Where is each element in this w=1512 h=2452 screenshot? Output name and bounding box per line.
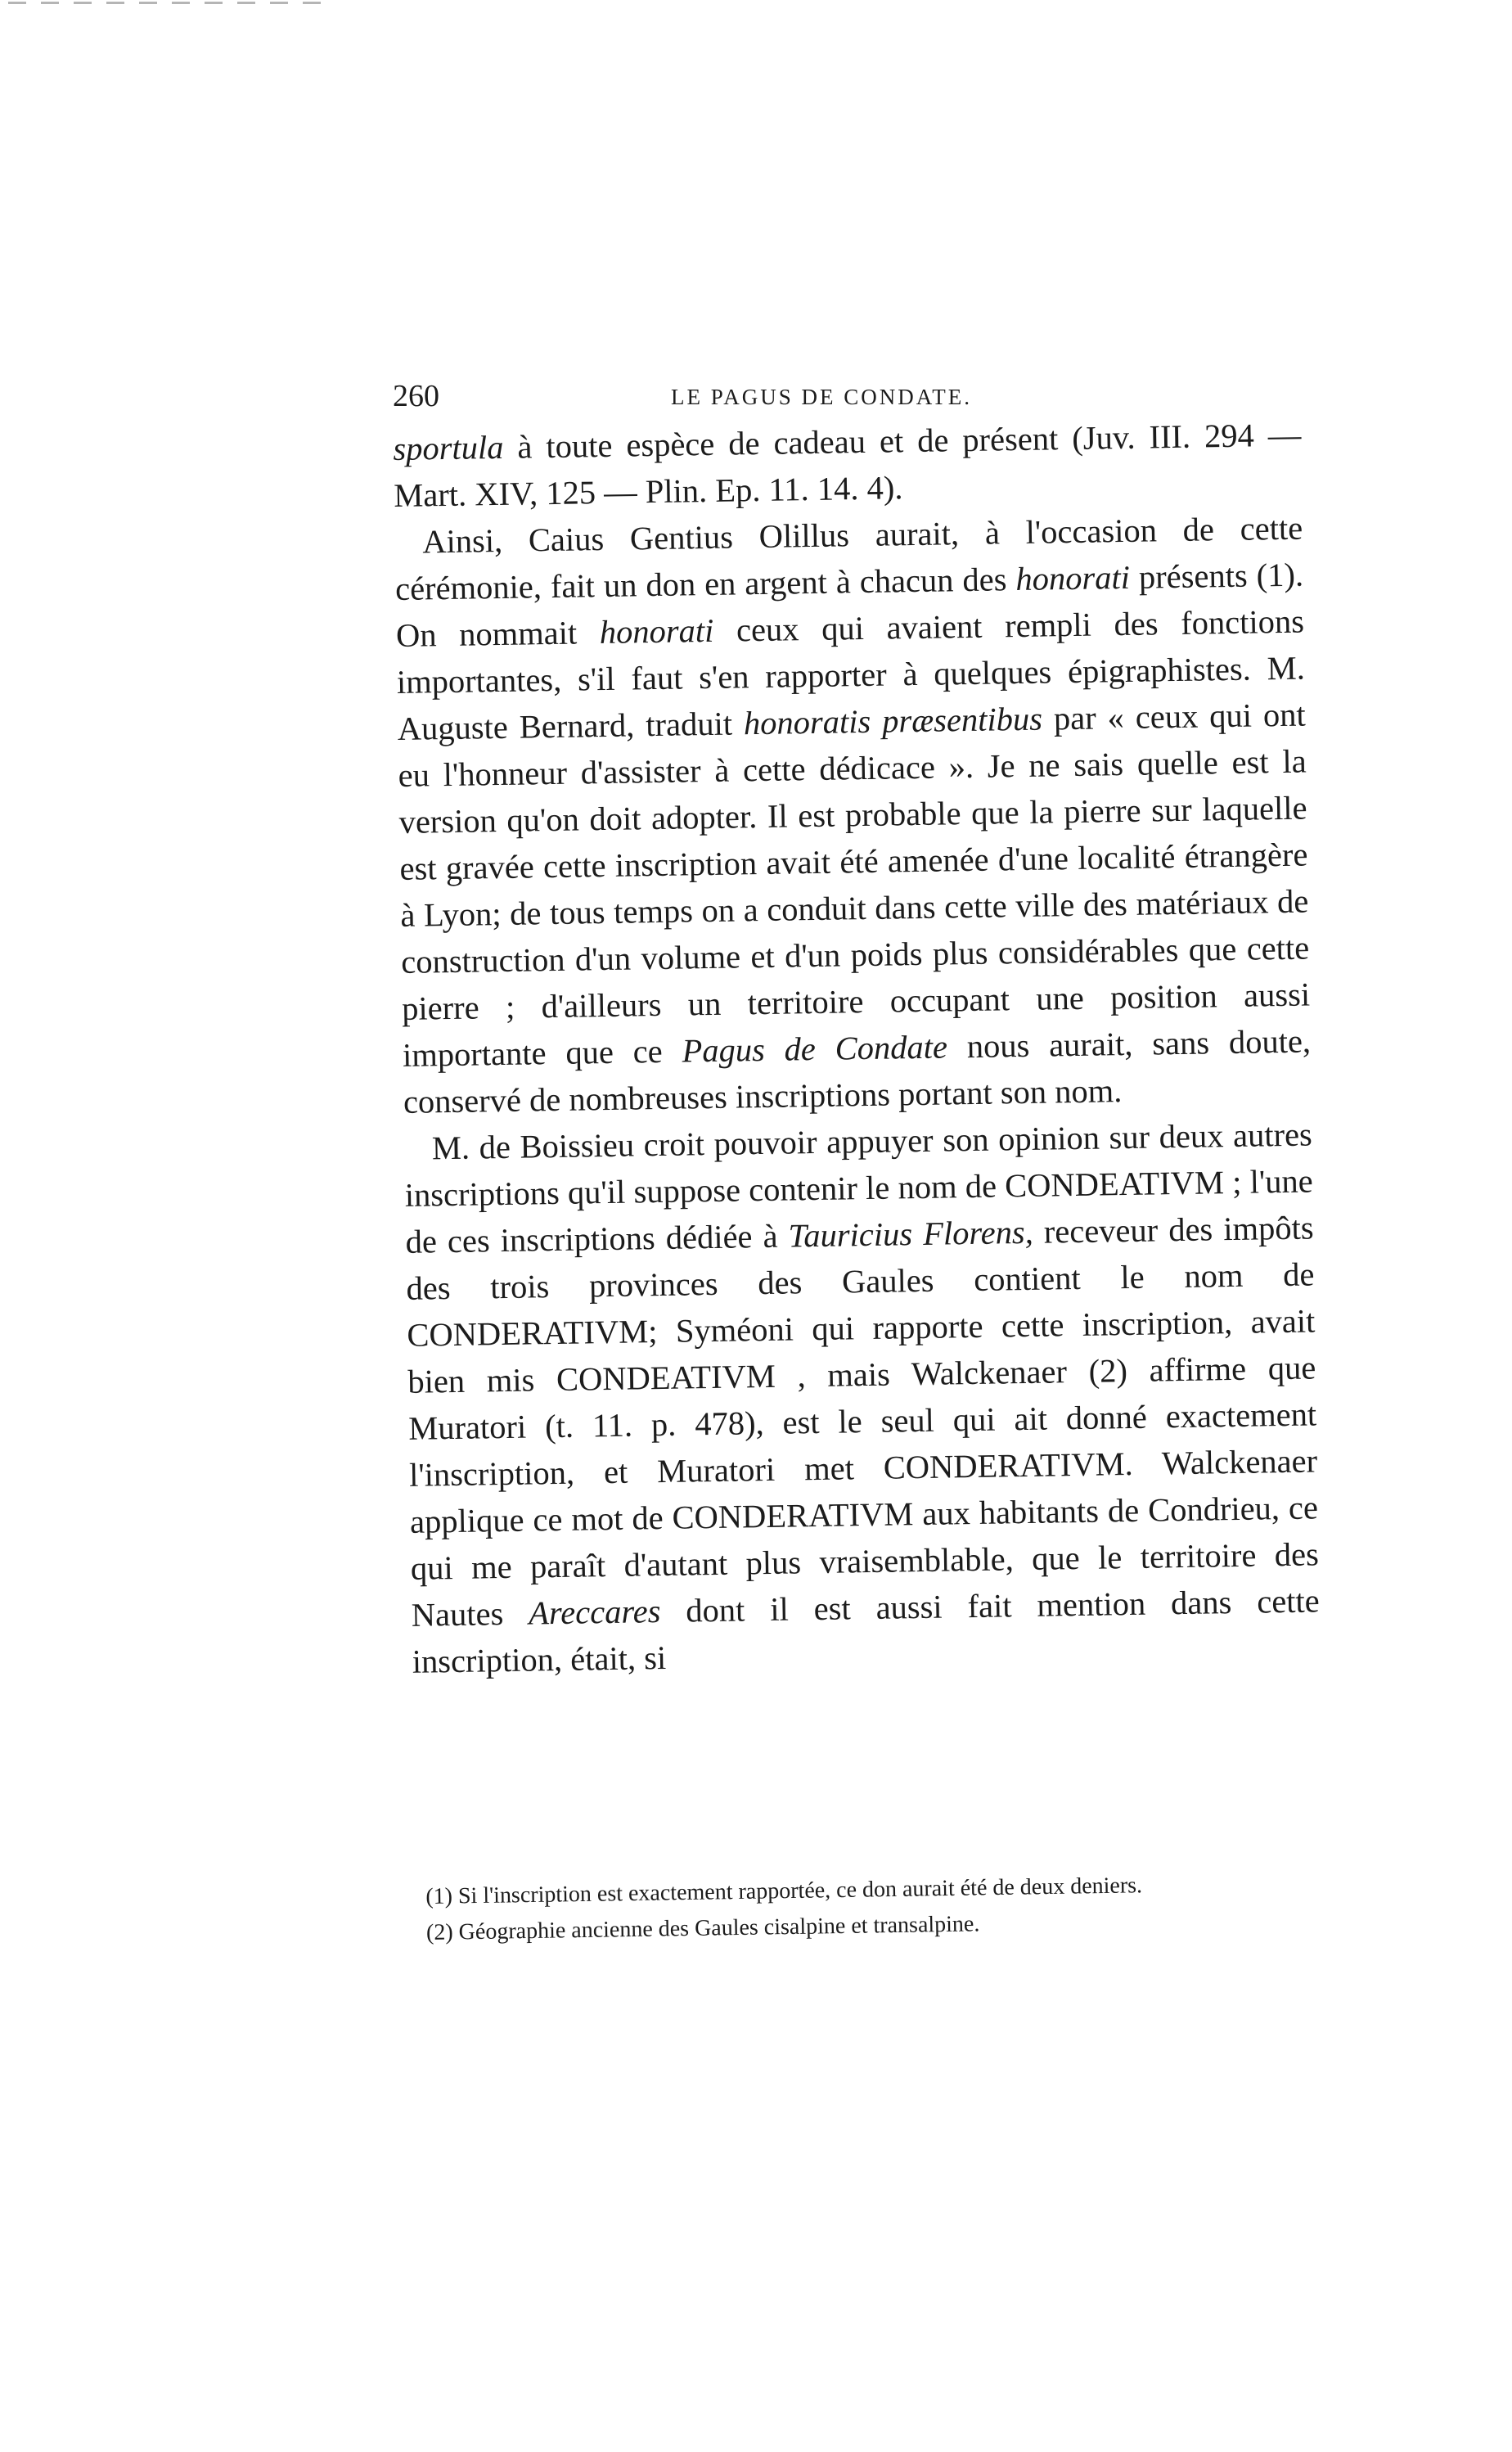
footnotes (425, 1865, 1306, 1951)
italic-term: sportula (393, 428, 504, 467)
footnote-2: (2) Géographie ancienne des Gaules cisalpine et transalpine. (425, 1911, 980, 1945)
footnote-1: (1) Si l'inscription est exactement rapportée, ce don aurait été de deux deniers. (425, 1873, 1143, 1909)
italic-term: Pagus de Condate (682, 1028, 948, 1070)
italic-term: Tauricius Florens, (788, 1213, 1034, 1255)
paragraph-3: M. de Boissieu croit pouvoir appuyer son opinion sur deux autres inscriptions qu'il suppose contenir le nom de CONDEATIVM ; l'une de ces inscriptions dédiée à Tauricius Florens, receveur des impôts des trois provinces des Gaules contient le nom de CONDERATIVM; Syméoni qui rapporte cette inscription, avait bien mis CONDEATIVM , mais Walckenaer (2) affirme que Muratori (t. 11. p. 478), est le seul qui ait donné exactement l'inscription, et Muratori met CONDERATIVM. Walckenaer applique ce mot de CONDERATIVM aux habitants de Condrieu, ce qui me paraît d'autant plus vraisemblable, que le territoire des Nautes Areccares dont il est aussi fait mention dans cette inscription, était, si (404, 1116, 1321, 1680)
italic-term: honoratis præsentibus (743, 700, 1043, 742)
italic-term: Areccares (528, 1593, 661, 1632)
italic-term: honorati (599, 611, 714, 651)
running-title: LE PAGUS DE CONDATE. (671, 385, 973, 409)
italic-term: honorati (1015, 558, 1131, 598)
page-number: 260 (393, 379, 439, 413)
paragraph-1: sportula à toute espèce de cadeau et de présent (Juv. III. 294 — Mart. XIV, 125 — Plin. Ep. 11. 14. 4). (393, 416, 1302, 514)
scan-edge-marks (8, 2, 335, 4)
body-text (393, 412, 1321, 1685)
paragraph-2: Ainsi, Caius Gentius Olillus aurait, à l'occasion de cette cérémonie, fait un don en argent à chacun des honorati présents (1). On nommait honorati ceux qui avaient rempli des fonctions importantes, s'il faut s'en rapporter à quelques épigraphistes. M. Auguste Bernard, traduit honoratis præsentibus par « ceux qui ont eu l'honneur d'assister à cette dédicace ». Je ne sais quelle est la version qu'on doit adopter. Il est probable que la pierre sur laquelle est gravée cette inscription avait été amenée d'une localité étrangère à Lyon; de tous temps on a conduit dans cette ville des matériaux de construction d'un volume et d'un poids plus considérables que cette pierre ; d'ailleurs un territoire occupant une position aussi importante que ce Pagus de Condate nous aurait, sans doute, conservé de nombreuses inscriptions portant son nom. (394, 509, 1312, 1120)
